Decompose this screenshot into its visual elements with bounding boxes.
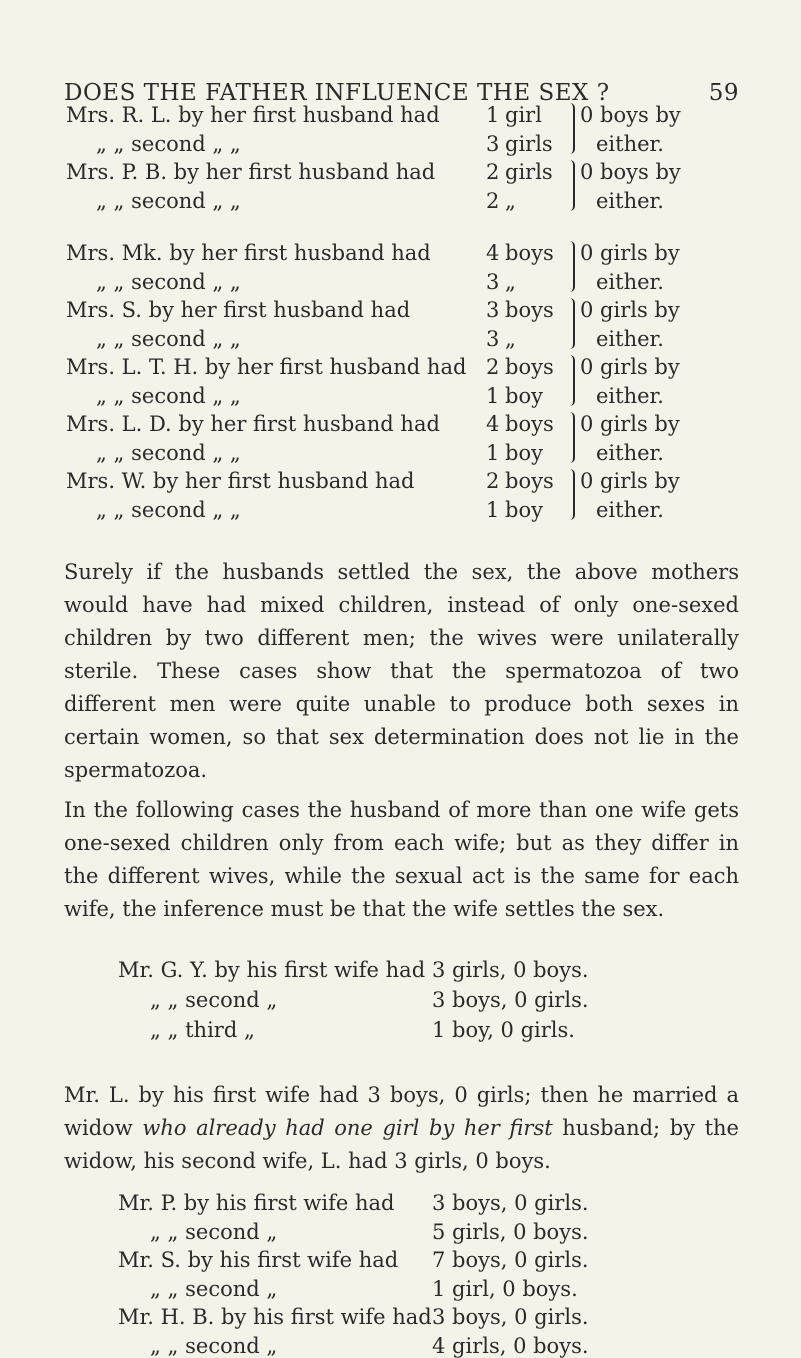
row-note: 0 girls by <box>580 241 680 265</box>
row-count: 1 <box>486 440 500 465</box>
grouping-brace <box>565 355 575 406</box>
row-result: 1 girl, 0 boys. <box>432 1276 578 1301</box>
row-lead: Mrs. L. D. by her first husband had <box>66 412 440 436</box>
row-count: 1 <box>486 103 500 127</box>
grouping-brace <box>565 469 575 520</box>
row-kind: boys <box>505 355 554 379</box>
row-kind: boy <box>505 440 543 465</box>
row-kind: boys <box>505 241 554 265</box>
row-note: either. <box>596 326 664 351</box>
row-lead: „ „ second „ „ <box>96 383 241 408</box>
row-count: 1 <box>486 497 500 522</box>
row-lead: Mr. P. by his first wife had <box>118 1191 395 1215</box>
row-count: 4 <box>486 412 500 436</box>
paragraph-text: Mr. L. by his first wife had 3 boys, 0 girls; then he married a widow <box>64 1083 739 1140</box>
row-result: 3 boys, 0 girls. <box>432 1191 589 1215</box>
row-result: 3 girls, 0 boys. <box>432 958 589 982</box>
row-kind: „ <box>505 188 516 213</box>
row-note: either. <box>596 131 664 156</box>
row-count: 2 <box>486 355 500 379</box>
row-note: 0 boys by <box>580 160 681 184</box>
row-note: either. <box>596 440 664 465</box>
row-lead: Mrs. R. L. by her first husband had <box>66 103 440 127</box>
paragraph: In the following cases the husband of more than one wife gets one-sexed children only from each wife; but as they differ in the different wives, while the sexual act is the same for each wife, the inference must be that the wife settles the sex. <box>64 798 739 921</box>
row-count: 3 <box>486 269 500 294</box>
row-note: 0 girls by <box>580 412 680 436</box>
row-count: 2 <box>486 188 500 213</box>
paragraph: Surely if the husbands settled the sex, the above mothers would have had mixed children, instead of only one-sexed children by two different men; the wives were unilaterally sterile. These cases show that the spermatozoa of two different men were quite unable to produce both sexes in certain women, so that sex determination does not lie in the spermatozoa. <box>64 560 739 782</box>
grouping-brace <box>565 103 575 154</box>
row-count: 1 <box>486 383 500 408</box>
row-note: either. <box>596 383 664 408</box>
row-kind: boys <box>505 412 554 436</box>
row-lead: Mr. H. B. by his first wife had <box>118 1305 432 1329</box>
grouping-brace <box>565 160 575 211</box>
row-lead: „ „ second „ „ <box>96 269 241 294</box>
row-lead: „ „ second „ „ <box>96 497 241 522</box>
row-lead: „ „ second „ „ <box>96 131 241 156</box>
row-count: 4 <box>486 241 500 265</box>
row-note: either. <box>596 188 664 213</box>
grouping-brace <box>565 241 575 292</box>
row-lead: „ „ second „ <box>150 1276 278 1301</box>
row-note: 0 girls by <box>580 355 680 379</box>
row-lead: „ „ third „ <box>150 1018 255 1042</box>
row-lead: Mr. G. Y. by his first wife had <box>118 958 426 982</box>
row-result: 3 boys, 0 girls. <box>432 1305 589 1329</box>
row-count: 3 <box>486 326 500 351</box>
row-lead: Mrs. W. by her first husband had <box>66 469 415 493</box>
row-kind: „ <box>505 326 516 351</box>
row-kind: girl <box>505 103 542 127</box>
row-count: 2 <box>486 469 500 493</box>
row-kind: girls <box>505 131 553 156</box>
grouping-brace <box>565 298 575 349</box>
row-lead: „ „ second „ „ <box>96 440 241 465</box>
row-kind: „ <box>505 269 516 294</box>
running-title: DOES THE FATHER INFLUENCE THE SEX ? <box>64 80 610 106</box>
row-note: either. <box>596 269 664 294</box>
italic-phrase: who already had one girl by her first <box>142 1116 553 1140</box>
row-lead: „ „ second „ „ <box>96 188 241 213</box>
row-lead: Mr. S. by his first wife had <box>118 1248 399 1272</box>
row-result: 1 boy, 0 girls. <box>432 1018 575 1042</box>
row-count: 3 <box>486 298 500 322</box>
row-lead: Mrs. S. by her first husband had <box>66 298 411 322</box>
row-lead: Mrs. Mk. by her first husband had <box>66 241 431 265</box>
page-number: 59 <box>708 80 739 106</box>
row-lead: „ „ second „ <box>150 1219 278 1244</box>
row-lead: Mrs. L. T. H. by her first husband had <box>66 355 467 379</box>
row-note: 0 girls by <box>580 469 680 493</box>
row-lead: „ „ second „ <box>150 988 278 1012</box>
row-result: 7 boys, 0 girls. <box>432 1248 589 1272</box>
row-result: 4 girls, 0 boys. <box>432 1333 589 1358</box>
paragraph <box>64 1079 739 1178</box>
row-kind: boy <box>505 497 543 522</box>
row-kind: boys <box>505 298 554 322</box>
paragraph-text: husband; by the widow, his second wife, L. had 3 girls, 0 boys. <box>64 1116 739 1173</box>
row-kind: boys <box>505 469 554 493</box>
row-result: 5 girls, 0 boys. <box>432 1219 589 1244</box>
row-lead: Mrs. P. B. by her first husband had <box>66 160 436 184</box>
row-note: 0 boys by <box>580 103 681 127</box>
row-lead: „ „ second „ „ <box>96 326 241 351</box>
row-count: 3 <box>486 131 500 156</box>
row-kind: boy <box>505 383 543 408</box>
row-kind: girls <box>505 160 553 184</box>
grouping-brace <box>565 412 575 463</box>
row-note: either. <box>596 497 664 522</box>
row-count: 2 <box>486 160 500 184</box>
row-result: 3 boys, 0 girls. <box>432 988 589 1012</box>
row-note: 0 girls by <box>580 298 680 322</box>
row-lead: „ „ second „ <box>150 1333 278 1358</box>
